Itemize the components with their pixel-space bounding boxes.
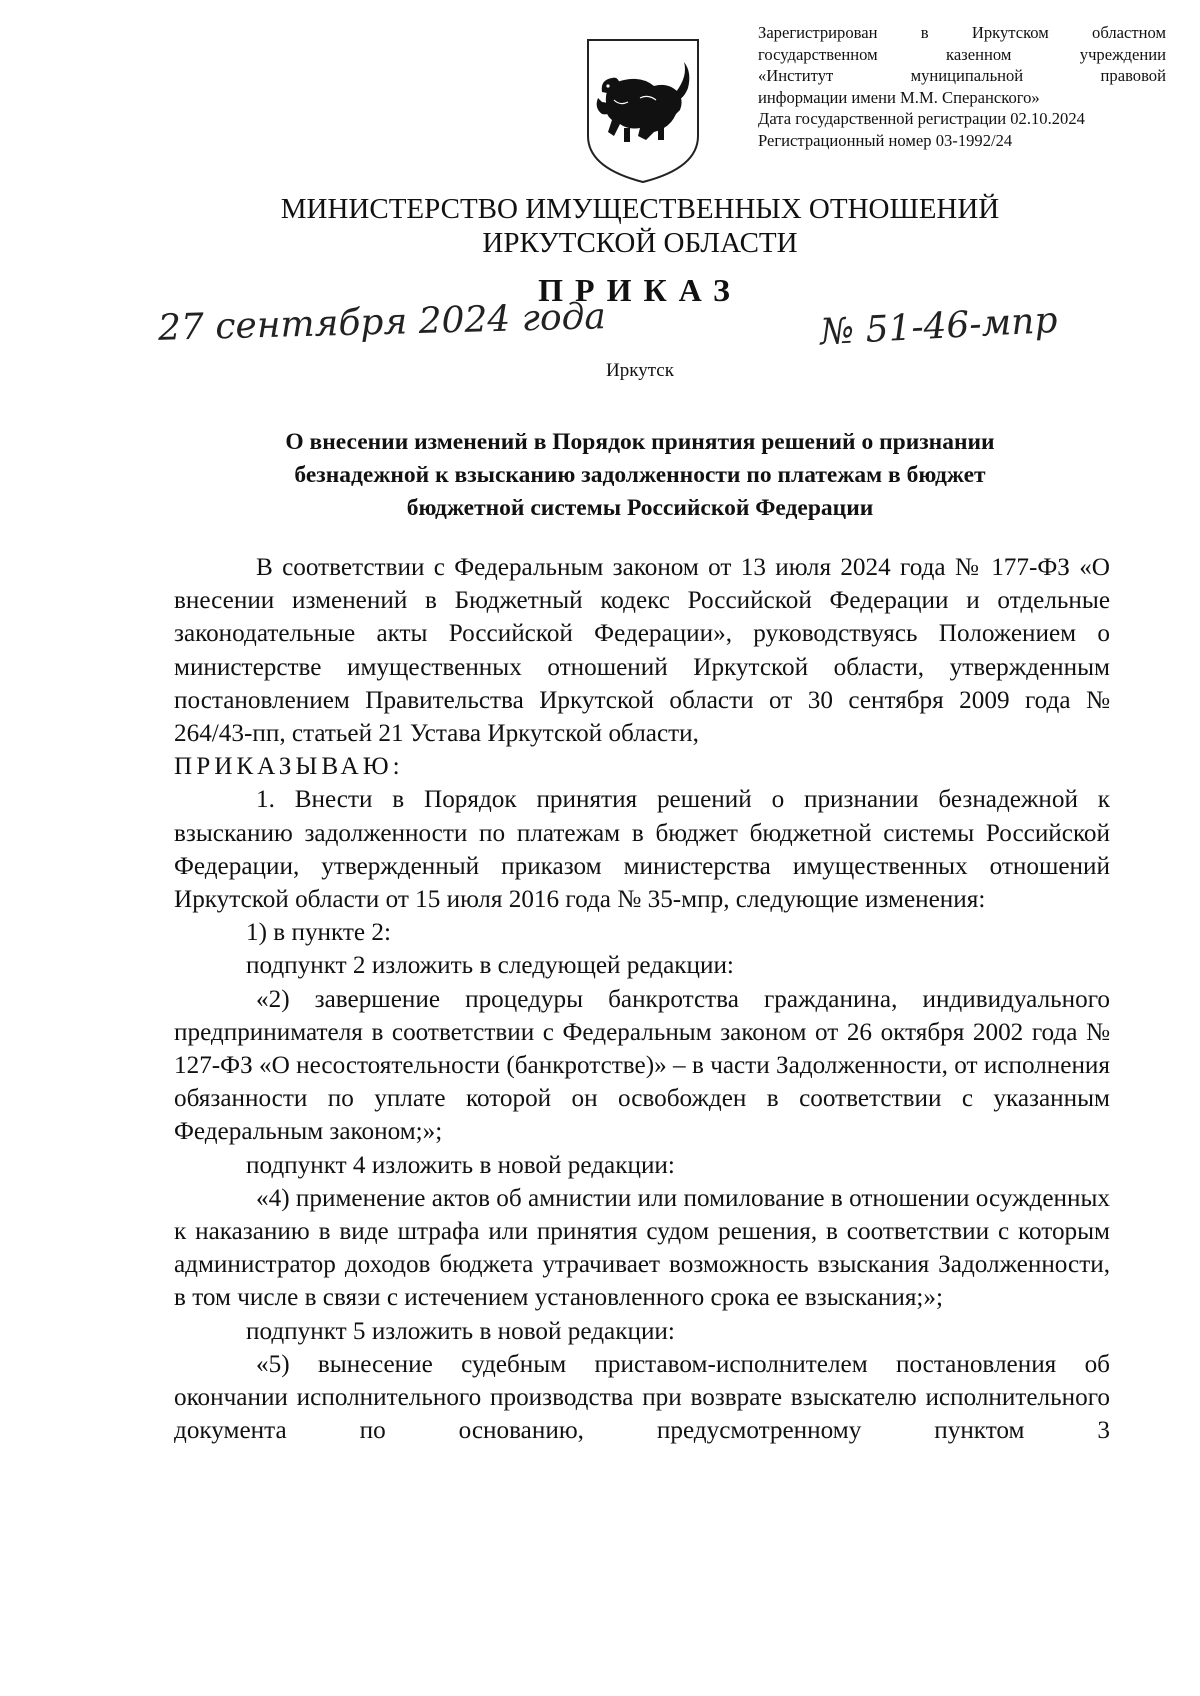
city-name: Иркутск [606,360,674,381]
subpoint-2-text: «2) завершение процедуры банкротства гражданина, индивидуального предпринимателя в соответствии с Федеральным законом от 26 октября 2002 года № 127-ФЗ «О несостоятельности (банкротстве)» – в части Задолженности, от исполнения обязанности по уплате которой он освобожден в соответствии с указанным Федеральным законом;»; [174,985,1110,1146]
subject-line: бюджетной системы Российской Федерации [406,495,874,521]
item-1-paragraph: 1. Внести в Порядок принятия решений о признании безнадежной к взысканию задолженности по платежам в бюджет бюджетной системы Российской Федерации, утвержденный приказом министерства имущественных отношений Иркутской области от 15 июля 2016 года № 35-мпр, следующие изменения: [174,786,1110,914]
registration-line: Зарегистрирован в Иркутском областном [758,23,1166,42]
ministry-name-line2: ИРКУТСКОЙ ОБЛАСТИ [482,227,798,259]
subject-line: безнадежной к взысканию задолженности по платежам в бюджет [294,462,986,488]
handwritten-order-number: № 51-46-мпр [819,299,1059,354]
subject-line: О внесении изменений в Порядок принятия решений о признании [285,429,995,455]
registration-block [758,22,1166,151]
registration-line: государственном казенном учреждении [758,44,1166,64]
subpoint-4-intro: подпункт 4 изложить в новой редакции: [246,1151,675,1179]
order-body [174,551,1110,1447]
registration-date: Дата государственной регистрации 02.10.2024 [758,109,1085,128]
ministry-name [150,192,1130,260]
registration-number: Регистрационный номер 03-1992/24 [758,130,1013,150]
handwritten-date: 27 сентября 2024 года [157,296,607,349]
subitem-1: 1) в пункте 2: [246,919,392,947]
ministry-name-line1: МИНИСТЕРСТВО ИМУЩЕСТВЕННЫХ ОТНОШЕНИЙ [280,193,1000,225]
coat-of-arms-emblem [584,36,702,186]
subpoint-5-intro: подпункт 5 изложить в новой редакции: [246,1317,675,1345]
registration-line: информации имени М.М. Сперанского» [758,87,1040,107]
preamble-paragraph: В соответствии с Федеральным законом от 13 июля 2024 года № 177-ФЗ «О внесении изменений в Бюджетный кодекс Российской Федерации и отдельные законодательные акты Российской Федерации», руководствуясь Положением о министерстве имущественных отношений Иркутской области, утвержденным постановлением Правительства Иркутской области от 30 сентября 2009 года № 264/43-пп, статьей 21 Устава Иркутской области, [174,554,1110,748]
order-directive: ПРИКАЗЫВАЮ: [174,753,404,781]
subpoint-2-intro: подпункт 2 изложить в следующей редакции: [246,952,734,980]
subpoint-5-text: «5) вынесение судебным приставом-исполнителем постановления об окончании исполнительного производства при возврате взыскателю исполнительного документа по основанию, предусмотренному пунктом 3 [174,1350,1110,1445]
order-title: ПРИКАЗ [538,272,742,308]
registration-line: «Институт муниципальной правовой [758,66,1166,85]
order-subject [180,426,1100,525]
subpoint-4-text: «4) применение актов об амнистии или помилование в отношении осужденных к наказанию в виде штрафа или принятия судом решения, в соответствии с которым администратор доходов бюджета утрачивает возможность взыскания Задолженности, в том числе в связи с истечением установленного срока ее взыскания;»; [174,1184,1110,1312]
